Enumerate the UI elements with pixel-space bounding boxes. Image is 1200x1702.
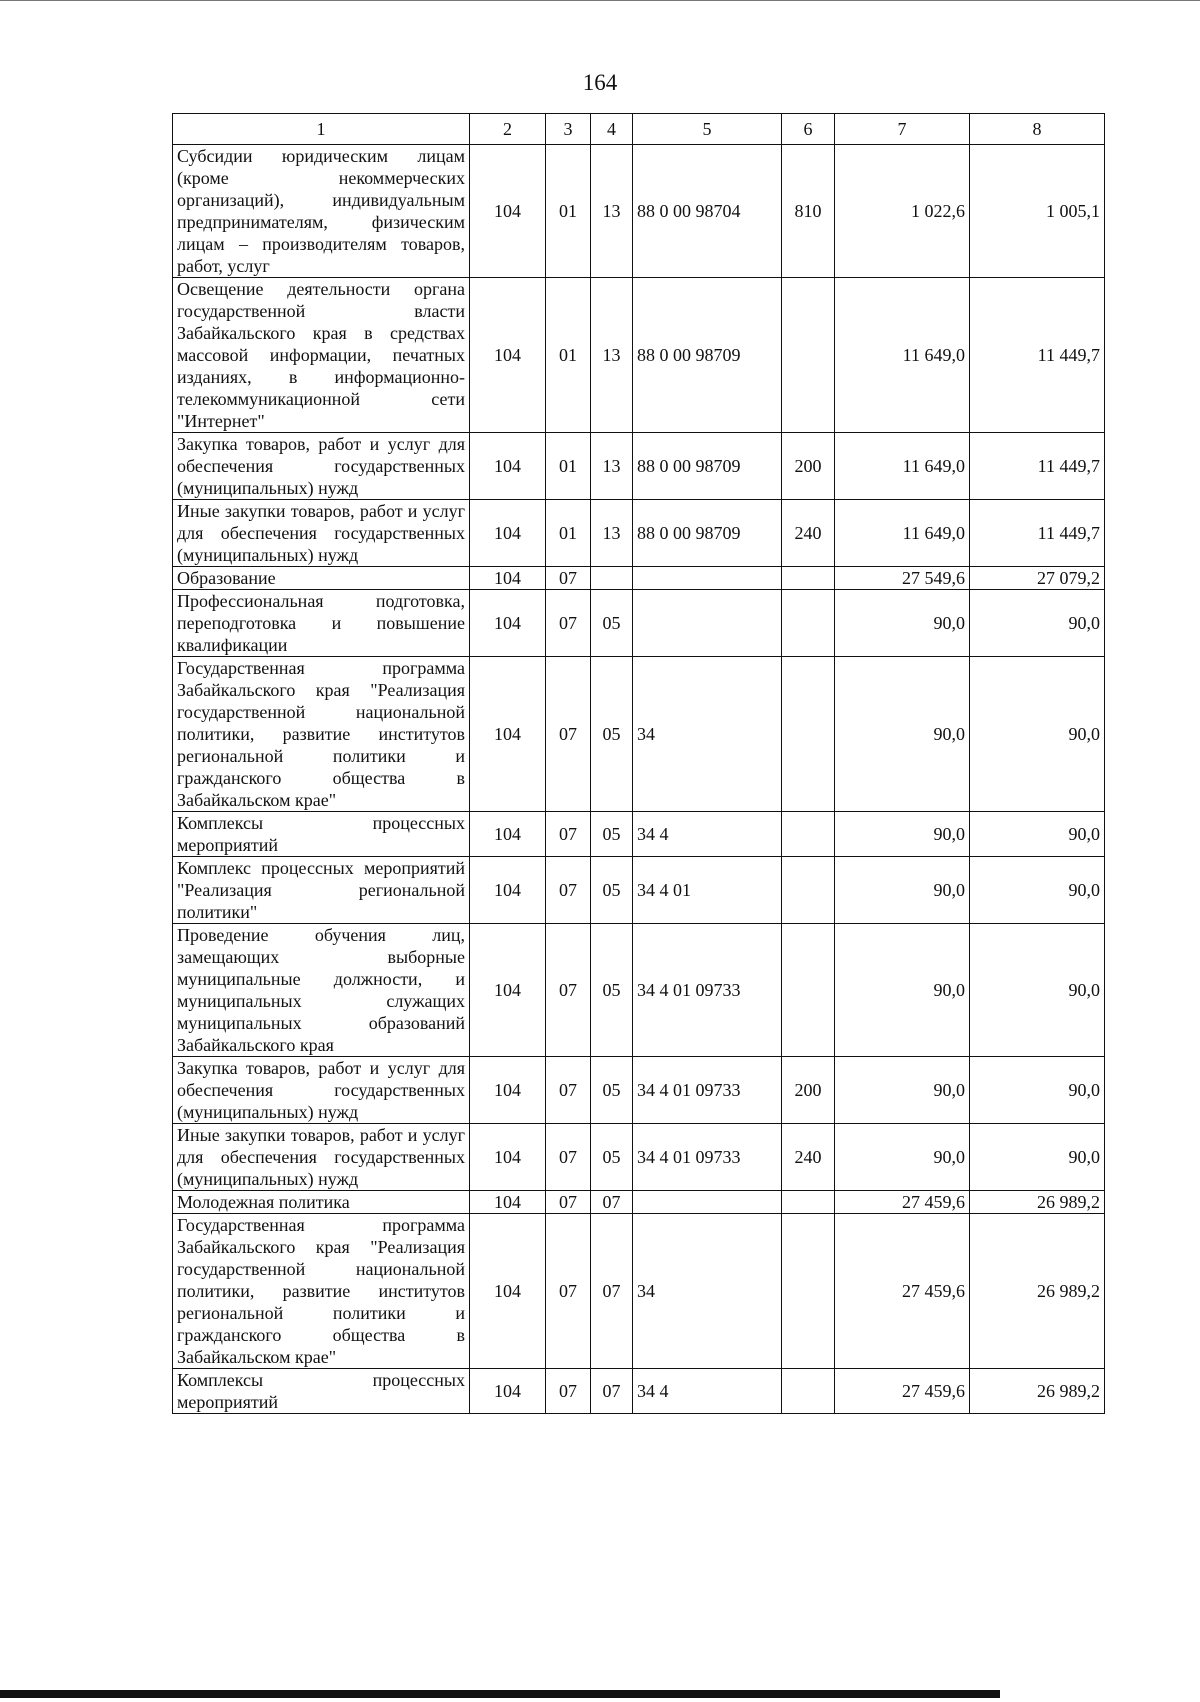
table-row bbox=[173, 1191, 1105, 1214]
cell-c5: 88 0 00 98709 bbox=[633, 433, 782, 500]
table-row bbox=[173, 567, 1105, 590]
cell-c5: 88 0 00 98709 bbox=[633, 278, 782, 433]
cell-c8: 11 449,7 bbox=[970, 433, 1105, 500]
cell-c4: 13 bbox=[591, 500, 633, 567]
cell-c8: 1 005,1 bbox=[970, 145, 1105, 278]
cell-c5 bbox=[633, 590, 782, 657]
table-row bbox=[173, 812, 1105, 857]
row-name: Государственная программа Забайкальского края "Реализация государственной национальной политики, развитие институтов региональной политики и гражданского общества в Забайкальском крае" bbox=[173, 657, 470, 812]
header-cell: 6 bbox=[782, 114, 835, 145]
header-cell: 1 bbox=[173, 114, 470, 145]
header-cell: 4 bbox=[591, 114, 633, 145]
cell-c3: 07 bbox=[546, 1124, 591, 1191]
cell-c2: 104 bbox=[470, 857, 546, 924]
cell-c3: 07 bbox=[546, 590, 591, 657]
row-name: Комплексы процессных мероприятий bbox=[173, 1369, 470, 1414]
cell-c6 bbox=[782, 857, 835, 924]
cell-c6: 240 bbox=[782, 500, 835, 567]
cell-c3: 01 bbox=[546, 433, 591, 500]
table-row bbox=[173, 857, 1105, 924]
scan-top-edge bbox=[0, 0, 1200, 1]
row-name: Комплексы процессных мероприятий bbox=[173, 812, 470, 857]
cell-c4: 05 bbox=[591, 924, 633, 1057]
table-row bbox=[173, 924, 1105, 1057]
cell-c7: 1 022,6 bbox=[835, 145, 970, 278]
cell-c3: 07 bbox=[546, 567, 591, 590]
cell-c7: 27 459,6 bbox=[835, 1191, 970, 1214]
cell-c3: 01 bbox=[546, 500, 591, 567]
table-header-row bbox=[173, 114, 1105, 145]
cell-c8: 27 079,2 bbox=[970, 567, 1105, 590]
row-name: Профессиональная подготовка, переподготовка и повышение квалификации bbox=[173, 590, 470, 657]
cell-c4: 05 bbox=[591, 590, 633, 657]
cell-c7: 27 549,6 bbox=[835, 567, 970, 590]
cell-c2: 104 bbox=[470, 433, 546, 500]
cell-c3: 01 bbox=[546, 278, 591, 433]
header-cell: 8 bbox=[970, 114, 1105, 145]
row-name: Проведение обучения лиц, замещающих выборные муниципальные должности, и муниципальных служащих муниципальных образований Забайкальского края bbox=[173, 924, 470, 1057]
cell-c7: 90,0 bbox=[835, 812, 970, 857]
cell-c4: 05 bbox=[591, 857, 633, 924]
cell-c8: 11 449,7 bbox=[970, 278, 1105, 433]
cell-c2: 104 bbox=[470, 1369, 546, 1414]
table-row bbox=[173, 1057, 1105, 1124]
cell-c8: 90,0 bbox=[970, 1057, 1105, 1124]
cell-c6 bbox=[782, 1369, 835, 1414]
cell-c4: 05 bbox=[591, 1124, 633, 1191]
cell-c8: 11 449,7 bbox=[970, 500, 1105, 567]
cell-c3: 07 bbox=[546, 1369, 591, 1414]
cell-c2: 104 bbox=[470, 1191, 546, 1214]
cell-c7: 27 459,6 bbox=[835, 1369, 970, 1414]
cell-c4: 13 bbox=[591, 433, 633, 500]
cell-c3: 07 bbox=[546, 924, 591, 1057]
cell-c5 bbox=[633, 567, 782, 590]
cell-c6: 240 bbox=[782, 1124, 835, 1191]
row-name: Молодежная политика bbox=[173, 1191, 470, 1214]
cell-c6 bbox=[782, 924, 835, 1057]
cell-c2: 104 bbox=[470, 278, 546, 433]
cell-c3: 01 bbox=[546, 145, 591, 278]
cell-c6 bbox=[782, 590, 835, 657]
cell-c2: 104 bbox=[470, 812, 546, 857]
table-row bbox=[173, 1369, 1105, 1414]
cell-c2: 104 bbox=[470, 1124, 546, 1191]
cell-c7: 90,0 bbox=[835, 1124, 970, 1191]
cell-c8: 90,0 bbox=[970, 924, 1105, 1057]
cell-c6: 200 bbox=[782, 1057, 835, 1124]
cell-c6 bbox=[782, 567, 835, 590]
table-row bbox=[173, 590, 1105, 657]
cell-c2: 104 bbox=[470, 657, 546, 812]
cell-c7: 90,0 bbox=[835, 924, 970, 1057]
cell-c4 bbox=[591, 567, 633, 590]
row-name: Иные закупки товаров, работ и услуг для обеспечения государственных (муниципальных) нужд bbox=[173, 500, 470, 567]
cell-c5: 34 bbox=[633, 1214, 782, 1369]
table-row bbox=[173, 1124, 1105, 1191]
cell-c4: 07 bbox=[591, 1191, 633, 1214]
scan-bottom-edge bbox=[0, 1690, 1000, 1698]
cell-c7: 90,0 bbox=[835, 1057, 970, 1124]
cell-c6 bbox=[782, 1191, 835, 1214]
cell-c7: 11 649,0 bbox=[835, 500, 970, 567]
cell-c3: 07 bbox=[546, 1057, 591, 1124]
cell-c3: 07 bbox=[546, 1191, 591, 1214]
cell-c3: 07 bbox=[546, 657, 591, 812]
cell-c7: 11 649,0 bbox=[835, 278, 970, 433]
table-row bbox=[173, 1214, 1105, 1369]
cell-c3: 07 bbox=[546, 857, 591, 924]
cell-c7: 11 649,0 bbox=[835, 433, 970, 500]
row-name: Субсидии юридическим лицам (кроме некоммерческих организаций), индивидуальным предпринимателям, физическим лицам – производителям товаров, работ, услуг bbox=[173, 145, 470, 278]
header-cell: 5 bbox=[633, 114, 782, 145]
cell-c7: 90,0 bbox=[835, 657, 970, 812]
header-cell: 7 bbox=[835, 114, 970, 145]
row-name: Закупка товаров, работ и услуг для обеспечения государственных (муниципальных) нужд bbox=[173, 1057, 470, 1124]
cell-c4: 13 bbox=[591, 145, 633, 278]
cell-c6 bbox=[782, 812, 835, 857]
row-name: Иные закупки товаров, работ и услуг для обеспечения государственных (муниципальных) нужд bbox=[173, 1124, 470, 1191]
cell-c4: 05 bbox=[591, 1057, 633, 1124]
cell-c8: 26 989,2 bbox=[970, 1369, 1105, 1414]
cell-c2: 104 bbox=[470, 500, 546, 567]
cell-c2: 104 bbox=[470, 590, 546, 657]
table-row bbox=[173, 433, 1105, 500]
cell-c2: 104 bbox=[470, 145, 546, 278]
cell-c5: 34 4 01 09733 bbox=[633, 1124, 782, 1191]
cell-c5: 88 0 00 98704 bbox=[633, 145, 782, 278]
budget-table bbox=[172, 113, 1105, 1414]
cell-c5: 88 0 00 98709 bbox=[633, 500, 782, 567]
row-name: Освещение деятельности органа государственной власти Забайкальского края в средствах массовой информации, печатных изданиях, в информационно-телекоммуникационной сети "Интернет" bbox=[173, 278, 470, 433]
cell-c6 bbox=[782, 657, 835, 812]
cell-c7: 90,0 bbox=[835, 857, 970, 924]
cell-c8: 90,0 bbox=[970, 657, 1105, 812]
cell-c7: 27 459,6 bbox=[835, 1214, 970, 1369]
table-row bbox=[173, 278, 1105, 433]
cell-c5: 34 bbox=[633, 657, 782, 812]
cell-c8: 90,0 bbox=[970, 857, 1105, 924]
cell-c8: 90,0 bbox=[970, 812, 1105, 857]
cell-c4: 05 bbox=[591, 812, 633, 857]
header-cell: 2 bbox=[470, 114, 546, 145]
cell-c2: 104 bbox=[470, 1214, 546, 1369]
cell-c6: 200 bbox=[782, 433, 835, 500]
page-number: 164 bbox=[582, 70, 618, 95]
cell-c4: 05 bbox=[591, 657, 633, 812]
cell-c5: 34 4 01 09733 bbox=[633, 1057, 782, 1124]
cell-c2: 104 bbox=[470, 924, 546, 1057]
cell-c3: 07 bbox=[546, 1214, 591, 1369]
table-row bbox=[173, 145, 1105, 278]
cell-c5 bbox=[633, 1191, 782, 1214]
cell-c5: 34 4 bbox=[633, 1369, 782, 1414]
cell-c2: 104 bbox=[470, 567, 546, 590]
cell-c5: 34 4 01 bbox=[633, 857, 782, 924]
row-name: Государственная программа Забайкальского края "Реализация государственной национальной политики, развитие институтов региональной политики и гражданского общества в Забайкальском крае" bbox=[173, 1214, 470, 1369]
table-row bbox=[173, 657, 1105, 812]
row-name: Образование bbox=[173, 567, 470, 590]
row-name: Комплекс процессных мероприятий "Реализация региональной политики" bbox=[173, 857, 470, 924]
cell-c6 bbox=[782, 1214, 835, 1369]
cell-c5: 34 4 bbox=[633, 812, 782, 857]
cell-c4: 07 bbox=[591, 1214, 633, 1369]
cell-c6: 810 bbox=[782, 145, 835, 278]
header-cell: 3 bbox=[546, 114, 591, 145]
cell-c4: 13 bbox=[591, 278, 633, 433]
cell-c8: 26 989,2 bbox=[970, 1191, 1105, 1214]
cell-c2: 104 bbox=[470, 1057, 546, 1124]
cell-c8: 90,0 bbox=[970, 1124, 1105, 1191]
cell-c8: 26 989,2 bbox=[970, 1214, 1105, 1369]
row-name: Закупка товаров, работ и услуг для обеспечения государственных (муниципальных) нужд bbox=[173, 433, 470, 500]
cell-c6 bbox=[782, 278, 835, 433]
cell-c7: 90,0 bbox=[835, 590, 970, 657]
cell-c8: 90,0 bbox=[970, 590, 1105, 657]
cell-c4: 07 bbox=[591, 1369, 633, 1414]
cell-c5: 34 4 01 09733 bbox=[633, 924, 782, 1057]
table-row bbox=[173, 500, 1105, 567]
cell-c3: 07 bbox=[546, 812, 591, 857]
